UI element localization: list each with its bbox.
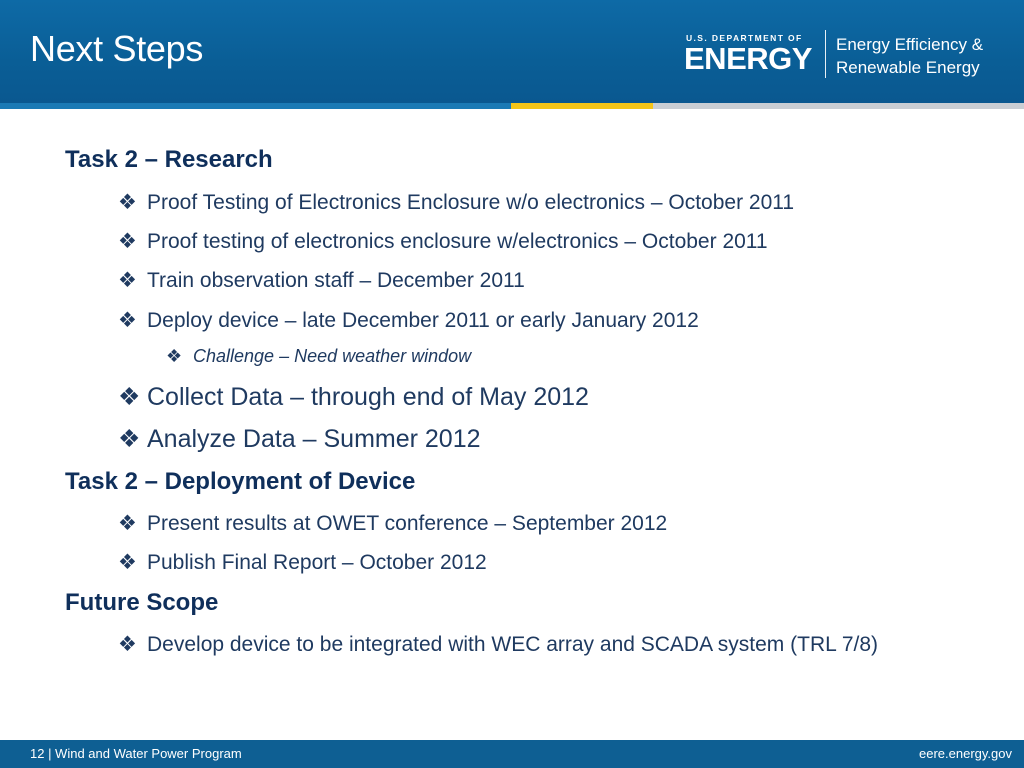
bullet-text: Proof testing of electronics enclosure w/electronics – October 2011 [147, 230, 768, 253]
bullet-item [118, 550, 487, 575]
diamond-bullet-icon: ❖ [118, 512, 137, 535]
bullet-item [118, 308, 699, 333]
diamond-bullet-icon: ❖ [118, 633, 137, 656]
diamond-bullet-icon: ❖ [118, 191, 137, 214]
diamond-bullet-icon: ❖ [118, 269, 137, 292]
slide-title: Next Steps [30, 28, 204, 69]
eere-line-2: Renewable Energy [836, 58, 980, 77]
bullet-text: Present results at OWET conference – September 2012 [147, 512, 668, 535]
footer-website: eere.energy.gov [919, 746, 1012, 761]
bullet-item [118, 424, 481, 454]
bullet-item [118, 629, 938, 660]
bullet-item [118, 229, 768, 254]
bullet-item [118, 382, 589, 412]
bullet-item [118, 511, 667, 536]
section-heading-future-scope: Future Scope [65, 589, 219, 616]
diamond-bullet-icon: ❖ [118, 230, 137, 253]
bullet-text: Analyze Data – Summer 2012 [147, 425, 481, 453]
diamond-bullet-icon: ❖ [118, 425, 141, 453]
bullet-text: Proof Testing of Electronics Enclosure w/o electronics – October 2011 [147, 191, 795, 214]
bullet-item [118, 190, 794, 215]
bullet-text: Deploy device – late December 2011 or early January 2012 [147, 309, 699, 332]
bullet-text: Develop device to be integrated with WEC array and SCADA system (TRL 7/8) [147, 633, 879, 656]
doe-logo-energy-text: ENERGY [684, 41, 812, 76]
diamond-bullet-icon: ❖ [118, 383, 141, 411]
footer-page-program: 12 | Wind and Water Power Program [30, 746, 242, 761]
sub-bullet-item [166, 346, 471, 367]
section-heading-research: Task 2 – Research [65, 146, 273, 173]
bullet-text: Collect Data – through end of May 2012 [147, 383, 589, 411]
diamond-bullet-icon: ❖ [118, 309, 137, 332]
diamond-bullet-icon: ❖ [118, 551, 137, 574]
diamond-bullet-icon: ❖ [166, 346, 183, 366]
eere-line-1: Energy Efficiency & [836, 35, 984, 54]
bullet-text: Publish Final Report – October 2012 [147, 551, 487, 574]
slide-footer [0, 740, 1024, 768]
doe-logo-small-text: U.S. DEPARTMENT OF [686, 33, 803, 43]
sub-bullet-text: Challenge – Need weather window [193, 346, 472, 366]
section-heading-deployment: Task 2 – Deployment of Device [65, 468, 416, 495]
bullet-text: Train observation staff – December 2011 [147, 269, 525, 292]
bullet-item [118, 268, 525, 293]
